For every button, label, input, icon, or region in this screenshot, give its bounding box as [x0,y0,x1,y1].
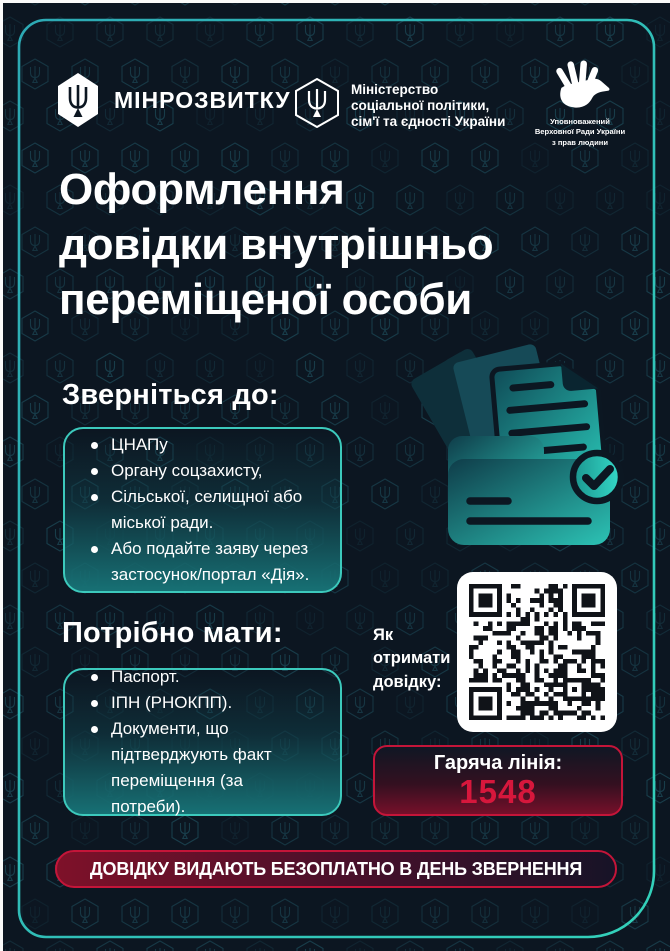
page-edge-left [0,0,3,951]
page-title [59,162,493,327]
ministry-line-1: Міністерство [351,82,439,97]
hand-dove-icon [549,60,611,114]
ministry-line-2: соціальної політики, [351,98,490,113]
documents-folder-illustration [408,340,643,555]
qr-code-image [469,584,605,720]
banner-text: ДОВІДКУ ВИДАЮТЬ БЕЗОПЛАТНО В ДЕНЬ ЗВЕРНЕННЯ [89,858,583,879]
logo-minrozvytku [57,72,291,128]
ministry-line-3: сім'ї та єдності України [351,114,506,129]
need-section-heading: Потрібно мати: [62,617,283,649]
hotline-box [373,745,623,816]
title-line-3: переміщеної особи [59,275,473,324]
trident-hexagon-icon [57,72,99,128]
apply-list-box [63,427,342,593]
logo-ombudsman-label [535,117,625,148]
need-list-box [63,668,342,816]
list-item: ЦНАПу [111,432,316,458]
hotline-label: Гаряча лінія: [433,751,563,774]
apply-list [65,432,340,588]
apply-section-heading: Зверніться до: [62,379,279,411]
trident-hexagon-outline-icon [294,78,340,128]
page-edge-top [0,0,670,3]
list-item: ІПН (РНОКПП). [111,690,316,716]
logo-ministry [294,78,505,130]
list-item: Паспорт. [111,664,316,690]
title-line-2: довідки внутрішньо [59,220,494,269]
ombudsman-line-2: Верховної Ради України [534,127,626,137]
qr-caption: Як отримати довідку: [373,626,451,691]
logo-ministry-label [351,78,505,130]
list-item: Документи, що підтверджують факт переміщення (за потреби). [111,716,316,820]
ombudsman-line-3: з прав людини [551,137,609,147]
logo-minrozvytku-label: МІНРОЗВИТКУ [114,86,291,113]
ombudsman-line-1: Уповноважений [550,117,610,126]
title-line-1: Оформлення [59,165,345,214]
logo-ombudsman [516,60,644,148]
hotline-number: 1548 [459,772,537,810]
list-item: Сільської, селищної або міської ради. [111,484,316,536]
qr-code [457,572,617,732]
list-item: Або подайте заяву через застосунок/портал «Дія». [111,536,316,588]
need-list [65,664,340,820]
list-item: Органу соцзахисту, [111,458,316,484]
free-issuance-banner [55,850,617,888]
